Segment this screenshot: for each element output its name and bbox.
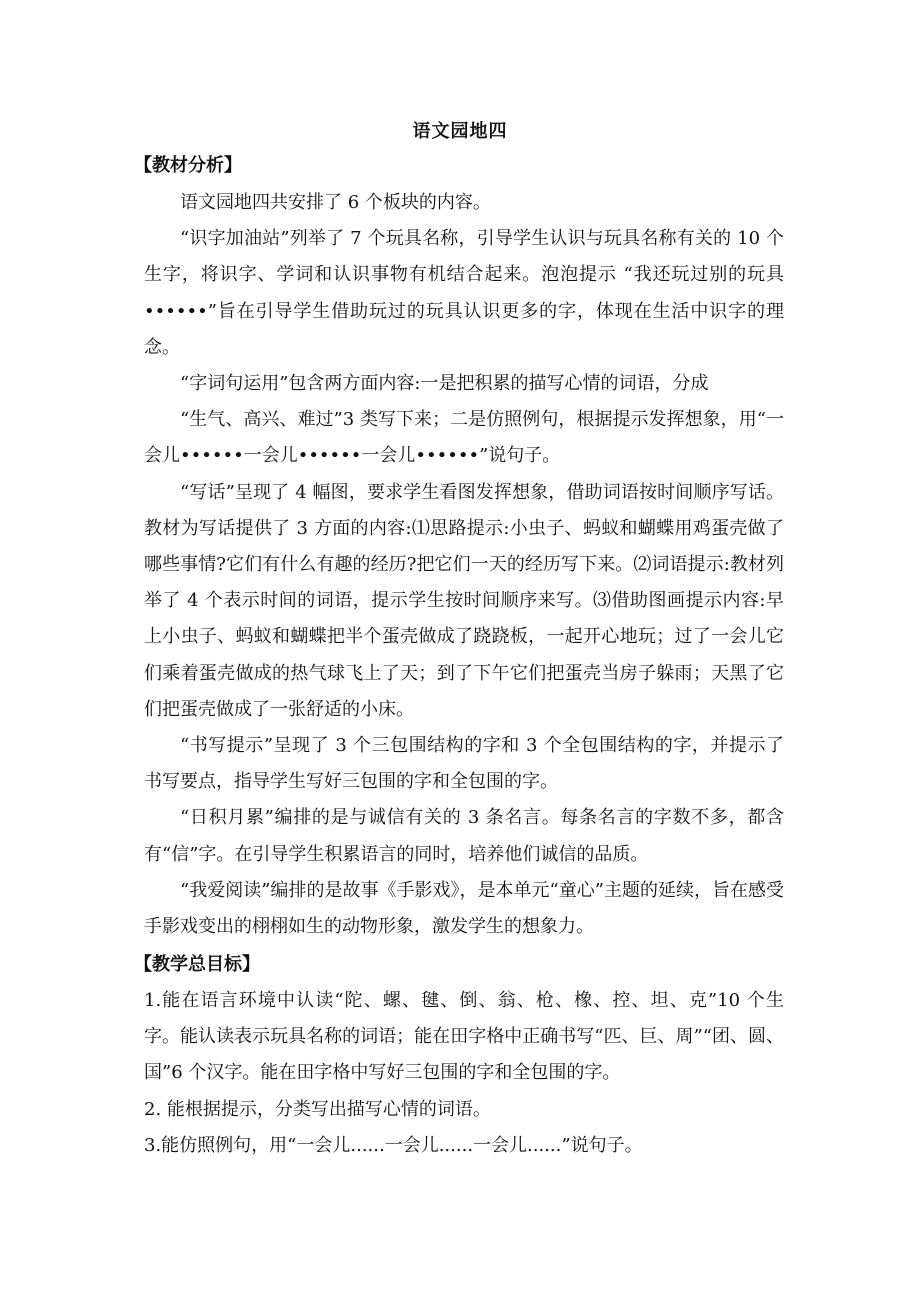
analysis-paragraph: “写话”呈现了 4 幅图，要求学生看图发挥想象，借助词语按时间顺序写话。教材为写话提供了 3 方面的内容:⑴思路提示:小虫子、蚂蚁和蝴蝶用鸡蛋壳做了哪些事情?它们有什么有趣的经历?把它们一天的经历写下来。⑵词语提示:教材列举了 4 个表示时间的词语，提示学生按时间顺序来写。⑶借助图画提示内容:早上小虫子、蚂蚁和蝴蝶把半个蛋壳做成了跷跷板，一起开心地玩；过了一会儿它们乘着蛋壳做成的热气球飞上了天；到了下午它们把蛋壳当房子躲雨；天黑了它们把蛋壳做成了一张舒适的小床。 <box>144 481 784 720</box>
document-title: 语文园地四 <box>412 121 508 142</box>
analysis-paragraph: “生气、高兴、难过”3 类写下来；二是仿照例句，根据提示发挥想象，用“一会儿••••••一会儿••••••一会儿••••••”说句子。 <box>144 409 784 467</box>
analysis-paragraph: “识字加油站”列举了 7 个玩具名称，引导学生认识与玩具名称有关的 10 个生字，将识字、学词和认识事物有机结合起来。泡泡提示 “我还玩过别的玩具••••••”旨在引导学生借助玩过的玩具认识更多的字，体现在生活中识字的理念。 <box>144 228 784 358</box>
analysis-paragraph: 语文园地四共安排了 6 个板块的内容。 <box>180 192 491 213</box>
analysis-paragraph: “书写提示”呈现了 3 个三包围结构的字和 3 个全包围结构的字，并提示了书写要点，指导学生写好三包围的字和全包围的字。 <box>144 735 784 793</box>
analysis-paragraph: “我爱阅读”编排的是故事《手影戏》，是本单元“童心”主题的延续，旨在感受手影戏变出的栩栩如生的动物形象，激发学生的想象力。 <box>144 879 784 938</box>
analysis-paragraph: “字词句运用”包含两方面内容:一是把积累的描写心情的词语，分成 <box>180 373 709 395</box>
analysis-body <box>144 185 784 945</box>
analysis-paragraph: “日积月累”编排的是与诚信有关的 3 条名言。每条名言的字数不多，都含有“信”字。在引导学生积累语言的同时，培养他们诚信的品质。 <box>144 807 784 865</box>
goal-item: 3.能仿照例句，用“一会儿......一会儿......一会儿......”说句子。 <box>144 1134 643 1156</box>
goal-item: 1.能在语言环境中认读“陀、螺、毽、倒、翁、枪、橡、控、坦、克”10 个生字。能认读表示玩具名称的词语；能在田字格中正确书写“匹、巨、周”“团、圆、国”6 个汉字。能在田字格中写好三包围的字和全包围的字。 <box>144 990 784 1084</box>
goals-body <box>144 983 784 1164</box>
section-heading-analysis: 【教材分析】 <box>134 155 242 176</box>
goal-item: 2. 能根据提示，分类写出描写心情的词语。 <box>144 1098 491 1120</box>
section-heading-goals: 【教学总目标】 <box>134 954 260 975</box>
